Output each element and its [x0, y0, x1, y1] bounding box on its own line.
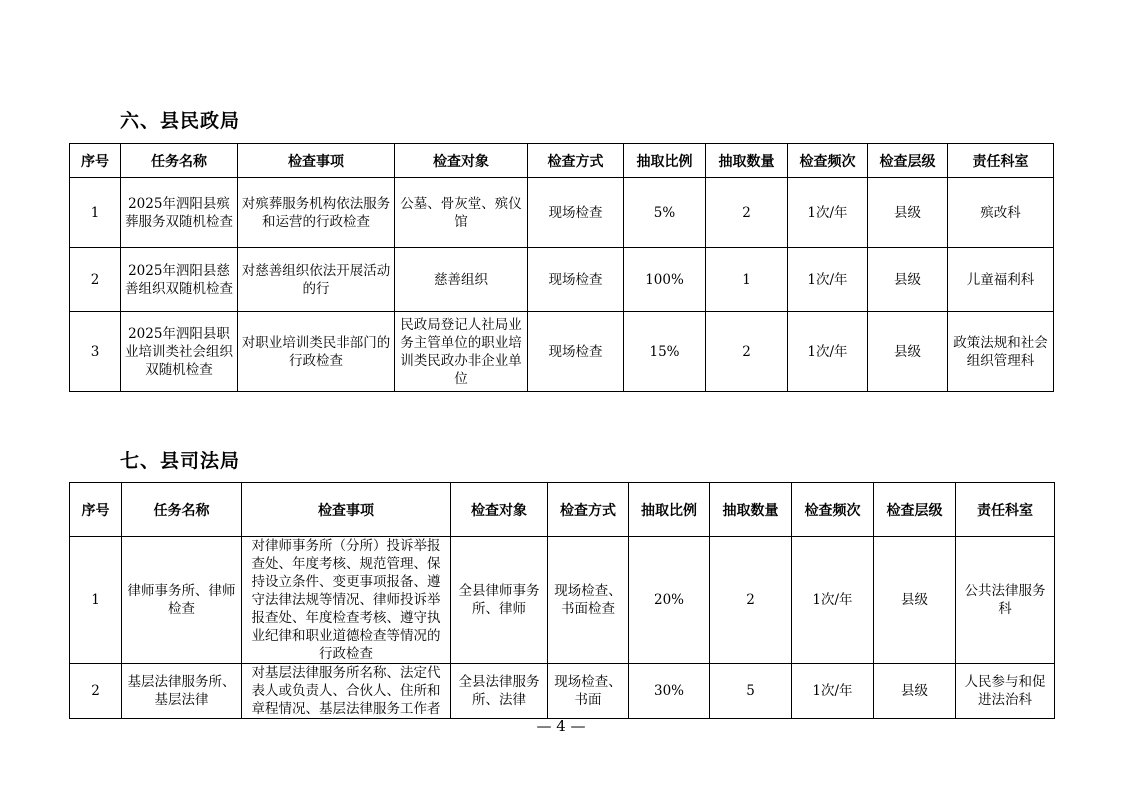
cell-sample-count: 2 — [706, 312, 788, 392]
cell-sample-ratio: 20% — [629, 537, 710, 664]
cell-level: 县级 — [868, 248, 948, 312]
table-row — [70, 664, 1055, 719]
header-seq: 序号 — [70, 483, 122, 537]
cell-check-method: 现场检查 — [528, 178, 624, 248]
cell-sample-ratio: 15% — [624, 312, 706, 392]
header-sample-ratio: 抽取比例 — [629, 483, 710, 537]
cell-seq: 3 — [70, 312, 121, 392]
cell-check-item: 对殡葬服务机构依法服务和运营的行政检查 — [238, 178, 395, 248]
table-row — [70, 178, 1054, 248]
header-check-target: 检查对象 — [451, 483, 548, 537]
section-title-civil-affairs: 六、县民政局 — [120, 110, 241, 132]
header-sample-ratio: 抽取比例 — [624, 144, 706, 178]
cell-sample-ratio: 30% — [629, 664, 710, 719]
cell-check-target: 全县律师事务所、律师 — [451, 537, 548, 664]
cell-frequency: 1次/年 — [788, 178, 868, 248]
cell-department: 儿童福利科 — [948, 248, 1054, 312]
cell-sample-count: 2 — [710, 537, 792, 664]
header-check-item: 检查事项 — [238, 144, 395, 178]
civil-affairs-table — [69, 143, 1054, 392]
cell-check-item: 对律师事务所（分所）投诉举报查处、年度考核、规范管理、保持设立条件、变更事项报备、遵守法律法规等情况、律师投诉举报查处、年度检查考核、遵守执业纪律和职业道德检查等情况的行政检查 — [242, 537, 451, 664]
table-row — [70, 312, 1054, 392]
header-sample-count: 抽取数量 — [710, 483, 792, 537]
cell-task-name: 2025年泗阳县职业培训类社会组织双随机检查 — [121, 312, 238, 392]
cell-check-method: 现场检查 — [528, 312, 624, 392]
header-department: 责任科室 — [956, 483, 1055, 537]
cell-task-name: 律师事务所、律师检查 — [122, 537, 242, 664]
cell-check-target: 慈善组织 — [395, 248, 528, 312]
table-row — [70, 248, 1054, 312]
cell-check-item: 对慈善组织依法开展活动的行 — [238, 248, 395, 312]
page-number: — 4 — — [536, 717, 586, 735]
header-department: 责任科室 — [948, 144, 1054, 178]
cell-check-item: 对职业培训类民非部门的行政检查 — [238, 312, 395, 392]
header-frequency: 检查频次 — [788, 144, 868, 178]
table-header-row — [70, 483, 1055, 537]
table-header-row — [70, 144, 1054, 178]
cell-check-method: 现场检查、书面检查 — [548, 537, 629, 664]
cell-check-target: 公墓、骨灰堂、殡仪馆 — [395, 178, 528, 248]
cell-sample-count: 1 — [706, 248, 788, 312]
cell-check-method: 现场检查 — [528, 248, 624, 312]
header-check-method: 检查方式 — [548, 483, 629, 537]
cell-frequency: 1次/年 — [788, 248, 868, 312]
header-level: 检查层级 — [868, 144, 948, 178]
cell-seq: 2 — [70, 664, 122, 719]
header-task-name: 任务名称 — [122, 483, 242, 537]
cell-seq: 1 — [70, 537, 122, 664]
header-check-target: 检查对象 — [395, 144, 528, 178]
header-check-item: 检查事项 — [242, 483, 451, 537]
header-seq: 序号 — [70, 144, 121, 178]
cell-level: 县级 — [874, 664, 956, 719]
cell-task-name: 基层法律服务所、基层法律 — [122, 664, 242, 719]
cell-seq: 2 — [70, 248, 121, 312]
cell-check-item: 对基层法律服务所名称、法定代表人或负责人、合伙人、住所和章程情况、基层法律服务工作者 — [242, 664, 451, 719]
header-frequency: 检查频次 — [792, 483, 874, 537]
cell-check-method: 现场检查、书面 — [548, 664, 629, 719]
cell-check-target: 民政局登记人社局业务主管单位的职业培训类民政办非企业单位 — [395, 312, 528, 392]
cell-department: 殡改科 — [948, 178, 1054, 248]
cell-department: 政策法规和社会组织管理科 — [948, 312, 1054, 392]
cell-sample-count: 2 — [706, 178, 788, 248]
cell-seq: 1 — [70, 178, 121, 248]
section-title-justice: 七、县司法局 — [120, 450, 241, 472]
cell-frequency: 1次/年 — [792, 664, 874, 719]
table-row — [70, 537, 1055, 664]
header-check-method: 检查方式 — [528, 144, 624, 178]
cell-sample-count: 5 — [710, 664, 792, 719]
cell-frequency: 1次/年 — [792, 537, 874, 664]
cell-level: 县级 — [874, 537, 956, 664]
cell-frequency: 1次/年 — [788, 312, 868, 392]
cell-department: 人民参与和促进法治科 — [956, 664, 1055, 719]
header-sample-count: 抽取数量 — [706, 144, 788, 178]
cell-task-name: 2025年泗阳县慈善组织双随机检查 — [121, 248, 238, 312]
cell-sample-ratio: 5% — [624, 178, 706, 248]
cell-task-name: 2025年泗阳县殡葬服务双随机检查 — [121, 178, 238, 248]
cell-department: 公共法律服务科 — [956, 537, 1055, 664]
cell-sample-ratio: 100% — [624, 248, 706, 312]
header-task-name: 任务名称 — [121, 144, 238, 178]
justice-table — [69, 482, 1055, 719]
cell-check-target: 全县法律服务所、法律 — [451, 664, 548, 719]
cell-level: 县级 — [868, 312, 948, 392]
header-level: 检查层级 — [874, 483, 956, 537]
cell-level: 县级 — [868, 178, 948, 248]
